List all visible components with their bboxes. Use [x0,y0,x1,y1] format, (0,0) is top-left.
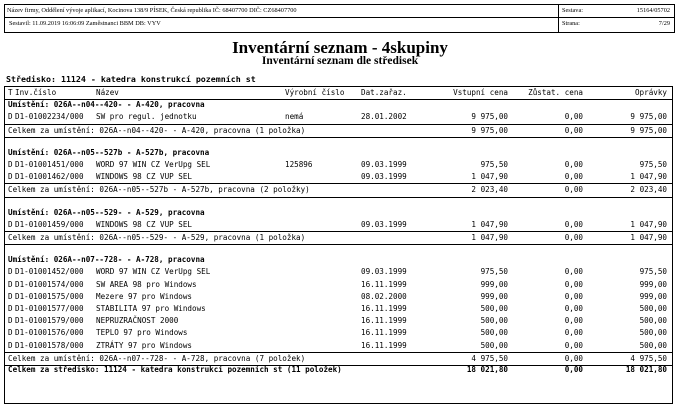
group-heading [5,147,672,159]
cell-datum: 09.03.1999 [361,160,407,169]
stredisko-label: Středisko: 11124 - katedra konstrukcí pozemních st [6,74,256,84]
cell-inv: D1-01001452/000 [15,267,84,277]
total-vstupni: 4 975,50 [471,353,508,363]
cell-type: D [8,172,13,182]
cell-inv: D1-01001451/000 [15,160,84,169]
cell-nazev: STABILITA 97 pro Windows [96,304,206,313]
cell-nazev: SW pro regul. jednotku [96,112,197,122]
cell-opravky: 975,50 [639,267,667,277]
company-info: Název firmy, Oddělení vývoje aplikací, Kocinova 138/9 PÍSEK, Česká republika IČ: 68407700 DIČ: CZ68407700 [7,7,297,14]
total-label: Celkem za umístění: 026A--n05--527b - A-527b, pracovna (2 položky) [8,185,310,195]
location-heading: Umístění: 026A--n07--728- - A-728, pracovna [8,255,205,265]
total-opravky: 9 975,00 [630,125,667,135]
group-total [5,124,672,138]
total-opravky: 1 047,90 [630,233,667,242]
group-heading [5,207,672,219]
table-row [5,303,672,315]
group-total [5,183,672,197]
cell-zustat: 0,00 [564,291,583,301]
cell-nazev: TEPLO 97 pro Windows [96,328,188,338]
cell-vstupni: 500,00 [480,316,508,326]
cell-nazev: ZTRÁTY 97 pro Windows [96,340,193,350]
cell-vstupni: 975,50 [480,267,508,277]
cell-datum: 28.01.2002 [361,112,407,122]
strana-label: Strana: [562,20,580,27]
inventory-table [4,86,673,404]
strana-value: 7/29 [658,20,670,27]
cell-nazev: SW AREA 98 pro Windows [96,279,197,289]
report-header [4,4,675,33]
cell-type: D [8,112,13,122]
col-opravky: Oprávky [634,88,667,97]
location-heading: Umístění: 026A--n04--420- - A-420, pracovna [8,100,205,110]
cell-nazev: WORD 97 WIN CZ VerUpg SEL [96,267,211,277]
cell-vstupni: 500,00 [480,304,508,313]
cell-inv: D1-01001459/000 [15,219,84,229]
total-opravky: 2 023,40 [630,185,667,195]
total-label: Celkem za umístění: 026A--n07--728- - A-728, pracovna (7 položek) [8,353,306,363]
cell-nazev: Mezere 97 pro Windows [96,291,193,301]
cell-opravky: 500,00 [639,316,667,326]
cell-opravky: 9 975,00 [630,112,667,122]
cell-inv: D1-01001576/000 [15,328,84,338]
cell-vstupni: 999,00 [480,291,508,301]
cell-zustat: 0,00 [564,172,583,182]
cell-datum: 16.11.1999 [361,316,407,326]
cell-type: D [8,328,13,338]
total-zustat: 0,00 [564,233,583,242]
table-row [5,340,672,352]
cell-vstupni: 500,00 [480,340,508,350]
cell-datum: 09.03.1999 [361,172,407,182]
cell-inv: D1-01001462/000 [15,172,84,182]
cell-type: D [8,304,13,313]
cell-inv: D1-01001578/000 [15,340,84,350]
cell-opravky: 999,00 [639,291,667,301]
table-row [5,291,672,303]
total-opravky: 4 975,50 [630,353,667,363]
cell-zustat: 0,00 [564,316,583,326]
cell-opravky: 975,50 [639,160,667,169]
cell-vstupni: 500,00 [480,328,508,338]
total-zustat: 0,00 [564,353,583,363]
cell-nazev: WINDOWS 98 CZ VUP SEL [96,172,193,182]
cell-vstupni: 999,00 [480,279,508,289]
cell-zustat: 0,00 [564,219,583,229]
group-heading [5,99,672,111]
cell-inv: D1-01001574/000 [15,279,84,289]
grand-total-vstupni: 18 021,80 [466,365,508,374]
table-row [5,159,672,171]
total-vstupni: 9 975,00 [471,125,508,135]
total-vstupni: 1 047,90 [471,233,508,242]
table-row [5,171,672,183]
cell-vyrobni: 125896 [285,160,313,169]
cell-datum: 08.02.2000 [361,291,407,301]
location-heading: Umístění: 026A--n05--527b - A-527b, pracovna [8,147,210,157]
cell-zustat: 0,00 [564,160,583,169]
grand-total [5,364,672,376]
col-vyrobni: Výrobní číslo [285,88,345,97]
col-nazev: Název [96,88,119,97]
table-row [5,111,672,123]
col-t: T [8,88,13,97]
cell-opravky: 500,00 [639,304,667,313]
cell-vstupni: 1 047,90 [471,172,508,182]
cell-vstupni: 9 975,00 [471,112,508,122]
cell-opravky: 1 047,90 [630,219,667,229]
cell-datum: 16.11.1999 [361,328,407,338]
cell-inv: D1-01002234/000 [15,112,84,122]
col-datum: Dat.zařaz. [361,88,407,97]
cell-type: D [8,279,13,289]
report-subtitle: Inventární seznam dle středisek [261,55,419,67]
cell-nazev: WINDOWS 98 CZ VUP SEL [96,219,193,229]
cell-vstupni: 1 047,90 [471,219,508,229]
printed-info: Sestavil: 11.09.2019 16:06:09 Zaměstnanci BBM DB: VYV [9,20,161,27]
total-zustat: 0,00 [564,185,583,195]
cell-vstupni: 975,50 [480,160,508,169]
printed-row [5,18,674,30]
grand-total-label: Celkem za středisko: 11124 - katedra konstrukcí pozemních st (11 položek) [8,365,342,374]
cell-type: D [8,340,13,350]
cell-type: D [8,160,13,169]
cell-datum: 16.11.1999 [361,279,407,289]
sestava-label: Sestava: [562,7,583,14]
cell-opravky: 999,00 [639,279,667,289]
report-title: Inventární seznam - 4skupiny [232,38,448,57]
table-row [5,266,672,278]
total-label: Celkem za umístění: 026A--n05--529- - A-529, pracovna (1 položka) [8,233,306,242]
cell-type: D [8,316,13,326]
group-total [5,231,672,245]
table-row [5,315,672,327]
total-label: Celkem za umístění: 026A--n04--420- - A-420, pracovna (1 položka) [8,125,306,135]
cell-type: D [8,267,13,277]
cell-datum: 09.03.1999 [361,219,407,229]
cell-inv: D1-01001577/000 [15,304,84,313]
total-vstupni: 2 023,40 [471,185,508,195]
table-row [5,327,672,339]
cell-zustat: 0,00 [564,328,583,338]
cell-opravky: 500,00 [639,340,667,350]
cell-nazev: NEPRUZRAČNOST 2000 [96,316,179,326]
sestava-row [5,5,674,17]
sestava-value: 15164/05702 [636,7,670,14]
group-heading [5,254,672,266]
table-row [5,219,672,231]
cell-inv: D1-01001579/000 [15,316,84,326]
cell-datum: 16.11.1999 [361,304,407,313]
cell-type: D [8,291,13,301]
location-heading: Umístění: 026A--n05--529- - A-529, pracovna [8,207,205,217]
cell-datum: 09.03.1999 [361,267,407,277]
table-row [5,279,672,291]
cell-zustat: 0,00 [564,304,583,313]
col-zustat: Zůstat. cena [528,88,583,97]
cell-opravky: 500,00 [639,328,667,338]
cell-type: D [8,219,13,229]
cell-zustat: 0,00 [564,112,583,122]
total-zustat: 0,00 [564,125,583,135]
cell-zustat: 0,00 [564,340,583,350]
cell-zustat: 0,00 [564,267,583,277]
col-vstupni: Vstupní cena [453,88,508,97]
cell-nazev: WORD 97 WIN CZ VerUpg SEL [96,160,211,169]
col-inv: Inv.číslo [15,88,57,97]
cell-inv: D1-01001575/000 [15,291,84,301]
grand-total-opravky: 18 021,80 [625,365,667,374]
cell-zustat: 0,00 [564,279,583,289]
cell-vyrobni: nemá [285,112,304,122]
cell-opravky: 1 047,90 [630,172,667,182]
grand-total-zustat: 0,00 [564,365,583,374]
cell-datum: 16.11.1999 [361,340,407,350]
